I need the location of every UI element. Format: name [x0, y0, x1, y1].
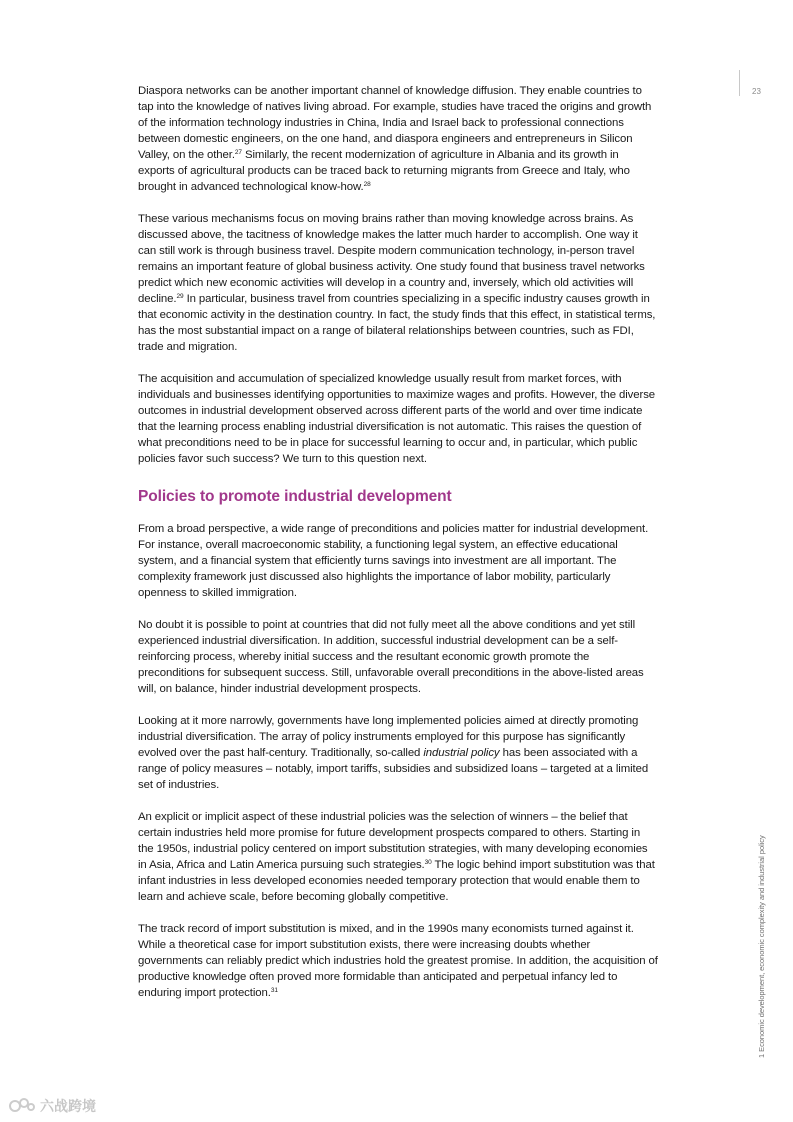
page-number-rule [739, 70, 740, 96]
main-text-column [138, 83, 658, 1017]
footnote-ref[interactable]: 27 [234, 149, 242, 156]
italic-term: industrial policy [423, 747, 500, 759]
paragraph-business-travel: These various mechanisms focus on moving brains rather than moving knowledge across brains. As discussed above, the tacitness of knowledge makes the latter much harder to accomplish. One way it can still work is through business travel. Despite modern communication technology, in-person travel remains an important feature of global business activity. One study found that business travel networks predict which new economic activities will develop in a country and, inversely, which old activities will decline.$^{29}$ In particular, business travel from countries specializing in a specific industry causes growth in that economic activity in the destination country. In fact, the study finds that this effect, in statistical terms, has the most substantial impact on a range of bilateral relationships between countries, such as FDI, trade and migration. [138, 213, 656, 353]
footnote-ref[interactable]: 29 [176, 293, 184, 300]
footnote-ref[interactable]: 28 [363, 181, 371, 188]
page-number: 23 [752, 87, 761, 96]
paragraph-track-record: The track record of import substitution is mixed, and in the 1990s many economists turned against it. While a theoretical case for import substitution exists, there were increasing doubts whether governments can reliably predict which industries hold the greatest promise. In addition, the acquisition of productive knowledge often proved more formidable than anticipated and perpetual infancy led to enduring import protection.$^{31}$ [138, 923, 658, 999]
footnote-ref[interactable]: 30 [424, 859, 432, 866]
watermark-text: 六战跨境 [40, 1098, 96, 1114]
watermark-logo-icon [8, 1097, 36, 1115]
section-heading: Policies to promote industrial development [138, 488, 452, 505]
paragraph-selection-of-winners: An explicit or implicit aspect of these industrial policies was the selection of winners – the belief that certain industries held more promise for future development prospects compared to others. Starting in the 1950s, industrial policy centered on import substitution strategies, with many developing economies in Asia, Africa and Latin America pursuing such strategies.$^{30}$ The logic behind import substitution was that infant industries in less developed economies needed temporary protection that would enable them to learn and achieve scale, before becoming globally competitive. [138, 811, 655, 903]
footnote-ref[interactable]: 31 [270, 987, 278, 994]
paragraph-acquisition: The acquisition and accumulation of specialized knowledge usually result from market forces, with individuals and businesses identifying opportunities to maximize wages and profits. However, the diverse outcomes in industrial development observed across different parts of the world and over time indicate that the learning process enabling industrial diversification is not automatic. This raises the question of what preconditions need to be in place for successful learning to occur and, in particular, which public policies favor such success? We turn to this question next. [138, 373, 656, 465]
paragraph-broad-perspective: From a broad perspective, a wide range of preconditions and policies matter for industrial development. For instance, overall macroeconomic stability, a functioning legal system, an effective educational system, and a financial system that efficiently turns savings into investment are all important. The complexity framework just discussed also highlights the importance of labor mobility, particularly openness to skilled immigration. [138, 523, 649, 599]
running-chapter-title: 1 Economic development, economic complexity and industrial policy [757, 835, 766, 1058]
paragraph-diaspora: Diaspora networks can be another important channel of knowledge diffusion. They enable countries to tap into the knowledge of natives living abroad. For example, studies have traced the origins and growth of the information technology industries in China, India and Israel back to professional connections between domestic engineers, on the one hand, and diaspora engineers and entrepreneurs in Silicon Valley, on the other.$^{27}$ Similarly, the recent modernization of agriculture in Albania and its growth in exports of agricultural products can be traced back to returning migrants from Greece and Italy, who brought in advanced technological know-how.$^{28}$ [138, 85, 652, 193]
paragraph-no-doubt: No doubt it is possible to point at countries that did not fully meet all the above conditions and yet still experienced industrial diversification. In addition, successful industrial development can be a self-reinforcing process, whereby initial success and the resultant economic growth promote the preconditions for subsequent success. Still, unfavorable overall preconditions in the above-listed areas will, on balance, hinder industrial development prospects. [138, 619, 644, 695]
watermark [8, 1096, 96, 1116]
paragraph-narrowly: Looking at it more narrowly, governments have long implemented policies aimed at directly promoting industrial diversification. The array of policy instruments employed for this purpose has significantly evolved over the past half-century. Traditionally, so-called industrial policy has been associated with a range of policy measures – notably, import tariffs, subsidies and subsidized loans – targeted at a limited set of industries. [138, 715, 649, 791]
